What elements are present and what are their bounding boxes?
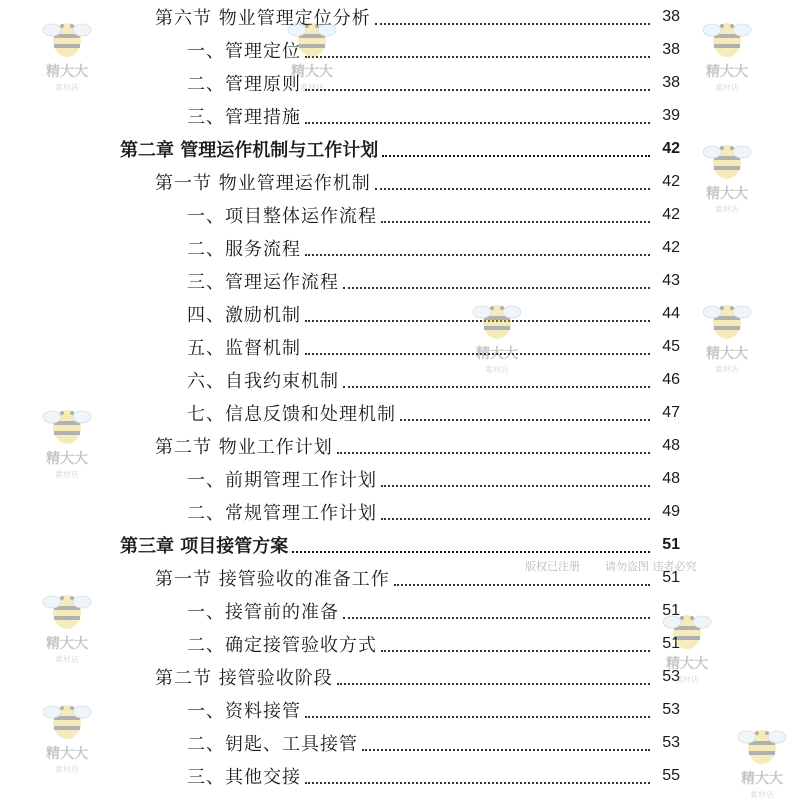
toc-entry-label: 一、接管前的准备	[187, 601, 339, 623]
toc-entry-label: 二、常规管理工作计划	[187, 502, 377, 524]
toc-entry-page-number: 42	[662, 238, 680, 256]
toc-entry-item[interactable]	[187, 33, 680, 66]
toc-entry-item[interactable]	[187, 198, 680, 231]
toc-entry-label: 二、钥匙、工具接管	[187, 733, 358, 755]
toc-entry-label: 第一节 接管验收的准备工作	[155, 568, 390, 590]
watermark-sub-text: 素材店	[55, 83, 79, 92]
dot-leader	[375, 188, 650, 190]
watermark-sub-text: 素材店	[715, 83, 739, 92]
dot-leader	[381, 485, 650, 487]
toc-entry-section[interactable]	[155, 0, 680, 33]
toc-entry-item[interactable]	[187, 726, 680, 759]
watermark-sub-text: 素材店	[55, 655, 79, 664]
toc-entry-label: 第二章 管理运作机制与工作计划	[120, 139, 379, 161]
toc-entry-label: 一、资料接管	[187, 700, 301, 722]
toc-entry-section[interactable]	[155, 660, 680, 693]
toc-entry-page-number: 55	[662, 766, 680, 784]
dot-leader	[381, 221, 650, 223]
watermark-brand-text: 精大大	[46, 451, 88, 467]
watermark-brand-text: 精大大	[46, 746, 88, 762]
toc-entry-chapter[interactable]	[120, 528, 680, 561]
toc-entry-item[interactable]	[187, 99, 680, 132]
toc-entry-label: 一、前期管理工作计划	[187, 469, 377, 491]
toc-entry-page-number: 38	[662, 7, 680, 25]
toc-entry-label: 一、管理定位	[187, 40, 301, 62]
toc-entry-page-number: 48	[662, 469, 680, 487]
toc-entry-page-number: 38	[662, 73, 680, 91]
toc-entry-page-number: 48	[662, 436, 680, 454]
dot-leader	[305, 320, 650, 322]
watermark-brand-text: 精大大	[291, 64, 333, 80]
toc-entry-label: 七、信息反馈和处理机制	[187, 403, 396, 425]
toc-entry-page-number: 51	[662, 601, 680, 619]
watermark-sub-text: 素材店	[715, 365, 739, 374]
toc-entry-label: 四、激励机制	[187, 304, 301, 326]
toc-entry-item[interactable]	[187, 594, 680, 627]
dot-leader	[305, 782, 650, 784]
toc-entry-page-number: 42	[662, 139, 680, 157]
toc-entry-item[interactable]	[187, 396, 680, 429]
watermark-sub-text: 素材店	[675, 675, 699, 684]
toc-entry-label: 三、其他交接	[187, 766, 301, 788]
toc-entry-label: 二、管理原则	[187, 73, 301, 95]
dot-leader	[343, 287, 650, 289]
dot-leader	[305, 89, 650, 91]
toc-entry-item[interactable]	[187, 495, 680, 528]
dot-leader	[362, 749, 650, 751]
dot-leader	[305, 56, 650, 58]
watermark-brand-text: 精大大	[706, 64, 748, 80]
watermark-brand-text: 精大大	[706, 186, 748, 202]
toc-entry-label: 第三章 项目接管方案	[120, 535, 289, 557]
toc-entry-page-number: 38	[662, 40, 680, 58]
watermark-notice: 版权已注册	[525, 560, 580, 573]
toc-entry-page-number: 43	[662, 271, 680, 289]
watermark-brand-text: 精大大	[741, 771, 783, 787]
dot-leader	[337, 683, 650, 685]
toc-entry-page-number: 51	[662, 568, 680, 586]
toc-entry-section[interactable]	[155, 561, 680, 594]
toc-entry-item[interactable]	[187, 297, 680, 330]
watermark-brand-text: 精大大	[46, 636, 88, 652]
toc-entry-label: 三、管理措施	[187, 106, 301, 128]
toc-entry-section[interactable]	[155, 165, 680, 198]
toc-entry-item[interactable]	[187, 330, 680, 363]
dot-leader	[400, 419, 650, 421]
dot-leader	[381, 650, 650, 652]
toc-entry-item[interactable]	[187, 231, 680, 264]
dot-leader	[337, 452, 650, 454]
watermark-sub-text: 素材店	[55, 765, 79, 774]
toc-entry-page-number: 42	[662, 172, 680, 190]
dot-leader	[382, 155, 650, 157]
toc-entry-item[interactable]	[187, 264, 680, 297]
watermark-sub-text: 素材店	[300, 83, 324, 92]
toc-entry-label: 二、确定接管验收方式	[187, 634, 377, 656]
toc-entry-page-number: 42	[662, 205, 680, 223]
toc-entry-item[interactable]	[187, 627, 680, 660]
toc-entry-label: 六、自我约束机制	[187, 370, 339, 392]
toc-entry-section[interactable]	[155, 429, 680, 462]
watermark-sub-text: 素材店	[750, 790, 774, 799]
toc-entry-page-number: 44	[662, 304, 680, 322]
toc-entry-page-number: 39	[662, 106, 680, 124]
toc-entry-chapter[interactable]	[120, 132, 680, 165]
toc-entry-label: 第一节 物业管理运作机制	[155, 172, 371, 194]
toc-entry-page-number: 51	[662, 535, 680, 553]
toc-entry-item[interactable]	[187, 759, 680, 792]
watermark-brand-text: 精大大	[666, 656, 708, 672]
toc-entry-page-number: 51	[662, 634, 680, 652]
dot-leader	[305, 353, 650, 355]
toc-entry-label: 第二节 物业工作计划	[155, 436, 333, 458]
watermark-sub-text: 素材店	[485, 365, 509, 374]
watermark-sub-text: 素材店	[715, 205, 739, 214]
toc-entry-label: 二、服务流程	[187, 238, 301, 260]
dot-leader	[375, 23, 650, 25]
dot-leader	[305, 716, 650, 718]
dot-leader	[305, 122, 650, 124]
toc-entry-label: 第六节 物业管理定位分析	[155, 7, 371, 29]
watermark-brand-text: 精大大	[476, 346, 518, 362]
toc-entry-item[interactable]	[187, 462, 680, 495]
dot-leader	[343, 386, 650, 388]
toc-entry-page-number: 53	[662, 667, 680, 685]
toc-entry-page-number: 46	[662, 370, 680, 388]
dot-leader	[343, 617, 650, 619]
toc-entry-item[interactable]	[187, 66, 680, 99]
toc-entry-page-number: 53	[662, 733, 680, 751]
toc-entry-label: 五、监督机制	[187, 337, 301, 359]
toc-entry-label: 三、管理运作流程	[187, 271, 339, 293]
watermark-brand-text: 精大大	[706, 346, 748, 362]
toc-entry-item[interactable]	[187, 693, 680, 726]
toc-entry-page-number: 47	[662, 403, 680, 421]
dot-leader	[381, 518, 650, 520]
watermark-notice: 请勿盗图 违者必究	[605, 560, 697, 573]
toc-entry-page-number: 49	[662, 502, 680, 520]
watermark-brand-text: 精大大	[46, 64, 88, 80]
toc-entry-page-number: 45	[662, 337, 680, 355]
watermark-sub-text: 素材店	[55, 470, 79, 479]
toc-entry-item[interactable]	[187, 363, 680, 396]
dot-leader	[292, 551, 650, 553]
dot-leader	[394, 584, 650, 586]
toc-entry-label: 第二节 接管验收阶段	[155, 667, 333, 689]
toc-entry-page-number: 53	[662, 700, 680, 718]
dot-leader	[305, 254, 650, 256]
toc-entry-label: 一、项目整体运作流程	[187, 205, 377, 227]
